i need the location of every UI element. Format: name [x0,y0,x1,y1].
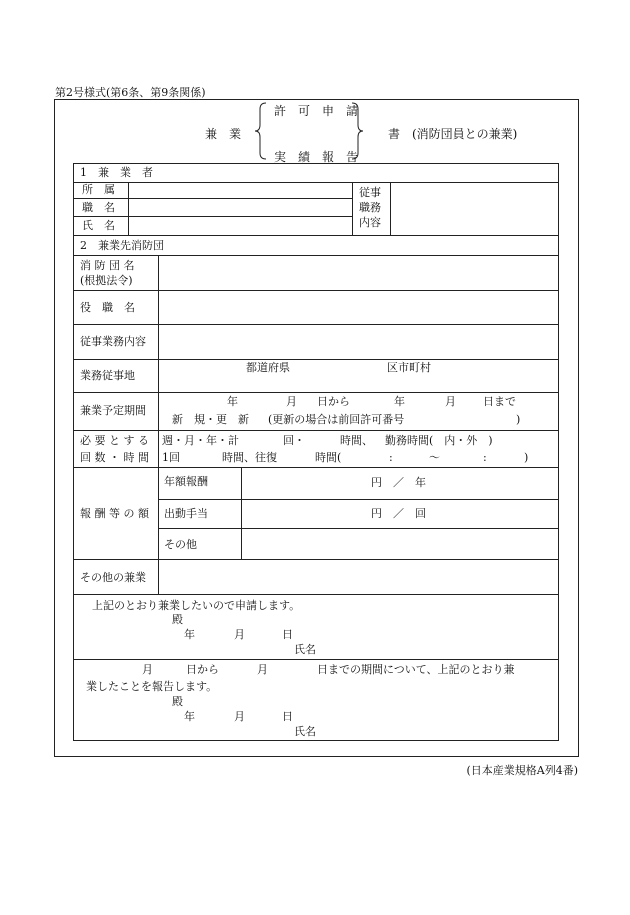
application-statement: 上記のとおり兼業したいので申請します。 [92,599,301,612]
section2-heading: 2 兼業先消防団 [80,239,164,252]
report-year: 年 [184,710,195,723]
position-field[interactable] [136,202,348,213]
period-year1: 年 [227,395,238,408]
rule [74,467,558,468]
rule [74,430,558,431]
time-close: ) [524,451,529,464]
rule [74,255,558,256]
form-table [73,163,559,741]
period-month2: 月 [445,395,456,408]
frequency-hours: 時間、 [340,434,373,447]
duties-field[interactable] [396,186,552,230]
period-from: 日から [317,395,350,408]
frequency-units-option[interactable]: 週・月・年・計 [162,434,239,447]
annual-remuneration-label: 年額報酬 [164,475,208,488]
work-content-field[interactable] [164,329,552,355]
fire-corps-label-2: (根拠法令) [80,274,133,287]
period-year2: 年 [394,395,405,408]
frequency-label-2: 回 数 ・ 時 間 [80,451,149,464]
report-statement-1: 日までの期間について、上記のとおり兼 [317,663,515,676]
report-dono: 殿 [172,695,183,708]
period-until: 日まで [483,395,516,408]
rule [74,392,558,393]
application-dono: 殿 [172,613,183,626]
rule [128,182,129,235]
frequency-hours-round: 時間、往復 [222,451,277,464]
paper-size-note: (日本産業規格A列4番) [466,764,578,777]
other-remuneration-field[interactable] [248,533,552,555]
form-id: 第2号様式(第6条、第9条関係) [55,86,206,99]
dispatch-allowance-unit: 円 ／ 回 [371,507,426,520]
rule [74,359,558,360]
frequency-times: 回・ [283,434,305,447]
report-month-to: 月 [257,663,268,676]
report-name-label: 氏名 [294,725,316,738]
rule [74,216,352,217]
role-field[interactable] [164,295,552,320]
report-statement-2: 業したことを報告します。 [86,680,218,693]
title-left: 兼 業 [205,127,242,141]
application-month: 月 [234,628,245,641]
application-day: 日 [282,628,293,641]
role-label: 役 職 名 [80,301,135,314]
remuneration-label: 報 酬 等 の 額 [80,507,149,520]
renew-note-close: ) [516,413,521,426]
report-day: 日 [282,710,293,723]
rule [158,255,159,594]
frequency-label-1: 必 要 と す る [80,434,149,447]
rule [74,594,558,595]
rule [352,182,353,235]
duties-label-2: 職務 [359,201,381,214]
frequency-hours-paren: 時間( [315,451,342,464]
report-month: 月 [234,710,245,723]
left-brace-icon [255,103,266,159]
work-location-label: 業務従事地 [80,369,135,382]
report-month-from: 月 [142,663,153,676]
application-name-label: 氏名 [294,643,316,656]
other-side-jobs-field[interactable] [164,564,552,590]
name-label: 氏 名 [82,219,115,232]
title-option-report: 実 績 報 告 [274,150,359,164]
section1-heading: 1 兼 業 者 [80,166,153,179]
new-renew-option[interactable]: 新 規・更 新 [172,413,249,426]
name-field[interactable] [136,220,348,231]
application-year: 年 [184,628,195,641]
rule [74,182,558,183]
time-tilde: 〜 [429,451,440,464]
renew-note: (更新の場合は前回許可番号 [268,413,405,426]
fire-corps-label-1: 消 防 団 名 [80,259,135,272]
municipality-label: 区市町村 [387,361,431,374]
rule [158,528,558,529]
period-month1: 月 [286,395,297,408]
dispatch-allowance-label: 出動手当 [164,507,208,520]
period-label: 兼業予定期間 [80,404,146,417]
rule [241,467,242,559]
rule [74,324,558,325]
fire-corps-field[interactable] [164,260,552,286]
other-remuneration-label: その他 [164,538,197,551]
rule [74,235,558,236]
position-label: 職 名 [82,201,115,214]
affiliation-label: 所 属 [82,183,115,196]
other-side-jobs-label: その他の兼業 [80,571,146,584]
prefecture-label: 都道府県 [246,361,290,374]
rule [390,182,391,235]
work-content-label: 従事業務内容 [80,335,146,348]
affiliation-field[interactable] [136,185,348,196]
annual-remuneration-unit: 円 ／ 年 [371,476,426,489]
title-option-apply: 許 可 申 請 [274,104,359,118]
rule [158,499,558,500]
work-time-inside-outside[interactable]: 勤務時間( 内・外 ) [385,434,493,447]
rule [74,198,352,199]
rule [74,559,558,560]
rule [74,290,558,291]
rule [74,659,558,660]
title-right: 書 (消防団員との兼業) [388,127,518,141]
report-from: 日から [186,663,219,676]
duties-label-3: 内容 [359,216,381,229]
time-colon-end: : [483,451,487,464]
time-colon-start: : [389,451,393,464]
duties-label-1: 従事 [359,186,381,199]
frequency-once: 1回 [162,451,180,464]
